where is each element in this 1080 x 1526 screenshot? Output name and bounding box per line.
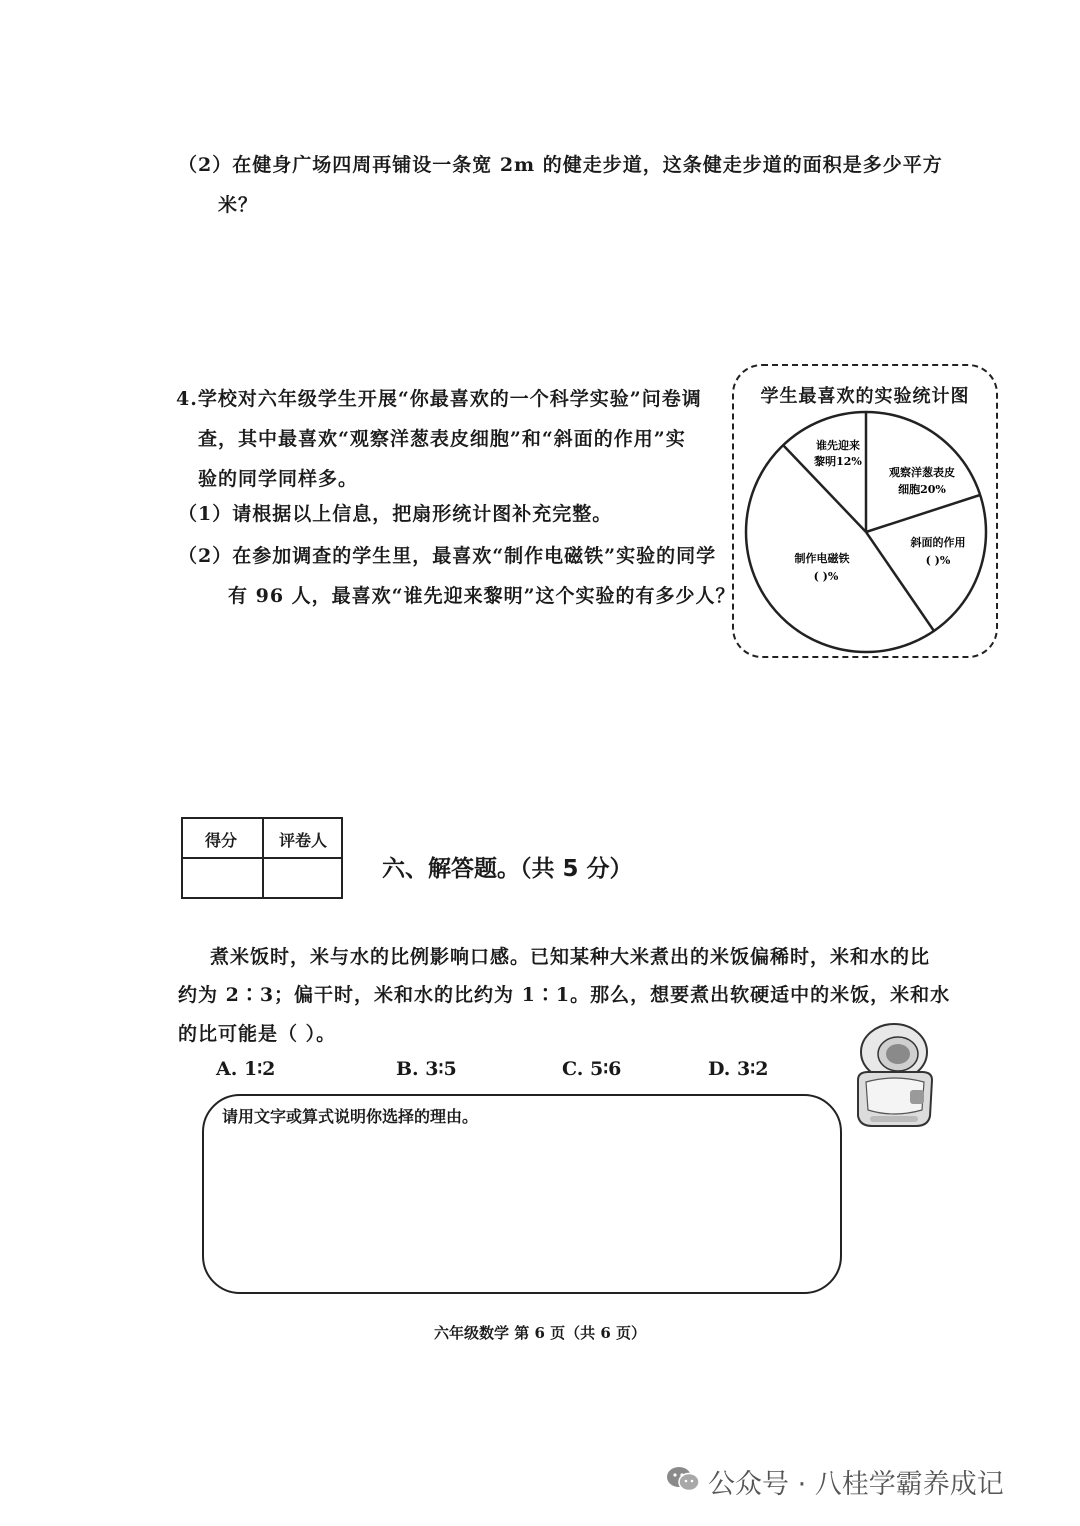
- slice-label-onion-1: 观察洋葱表皮: [889, 466, 955, 479]
- q4-part1: （1）请根据以上信息，把扇形统计图补充完整。: [178, 503, 613, 525]
- score-label: 得分: [205, 831, 238, 850]
- section6-line1: 煮米饭时，米与水的比例影响口感。已知某种大米煮出的米饭偏稀时，米和水的比: [210, 946, 931, 968]
- section6-line3: 的比可能是（ ）。: [178, 1023, 337, 1045]
- answer-prompt: 请用文字或算式说明你选择的理由。: [222, 1107, 479, 1126]
- wechat-icon: [666, 1466, 700, 1492]
- section6-line2: 约为 2∶3；偏干时，米和水的比约为 1∶1。那么，想要煮出软硬适中的米饭，米和水: [178, 984, 951, 1006]
- slice-label-magnet-2: ( )%: [813, 570, 839, 583]
- pie-divider-3: [866, 495, 980, 532]
- table-divider-horizontal: [183, 857, 341, 859]
- slice-label-onion-2: 细胞20%: [898, 483, 946, 496]
- watermark-text: 公众号 · 八桂学霸养成记: [708, 1469, 1004, 1500]
- slice-label-slope-1: 斜面的作用: [910, 536, 966, 549]
- pie-chart-frame: [732, 364, 998, 658]
- q4-line2: 查，其中最喜欢“观察洋葱表皮细胞”和“斜面的作用”实: [198, 428, 686, 450]
- score-cell[interactable]: [185, 861, 260, 897]
- q4-line3: 验的同学同样多。: [198, 468, 359, 490]
- option-a[interactable]: A. 1∶2: [216, 1058, 276, 1080]
- slice-label-slope-2: ( )%: [925, 554, 951, 567]
- page-footer: 六年级数学 第 6 页（共 6 页）: [434, 1324, 646, 1342]
- q4-line1: 4.学校对六年级学生开展“你最喜欢的一个科学实验”问卷调: [176, 388, 702, 410]
- answer-box[interactable]: [202, 1094, 842, 1294]
- grader-cell[interactable]: [266, 861, 341, 897]
- option-c[interactable]: C. 5∶6: [562, 1058, 622, 1080]
- slice-label-magnet-1: 制作电磁铁: [794, 552, 850, 565]
- score-table: [181, 817, 343, 899]
- q4-part2-line2: 有 96 人，最喜欢“谁先迎来黎明”这个实验的有多少人？: [228, 585, 736, 607]
- slice-label-liming-2: 黎明12%: [814, 455, 862, 468]
- q3-part2-line2: 米？: [218, 194, 259, 216]
- option-b[interactable]: B. 3∶5: [396, 1058, 457, 1080]
- q4-part2-line1: （2）在参加调查的学生里，最喜欢“制作电磁铁”实验的同学: [178, 545, 717, 567]
- grader-label: 评卷人: [279, 831, 328, 850]
- section6-title: 六、解答题。（共 5 分）: [382, 856, 633, 882]
- chart-title: 学生最喜欢的实验统计图: [760, 386, 970, 407]
- pie-chart: [734, 366, 996, 656]
- rice-cooker-icon: [852, 1018, 936, 1130]
- q3-part2-line1: （2）在健身广场四周再铺设一条宽 2m 的健走步道，这条健走步道的面积是多少平方: [178, 154, 943, 176]
- slice-label-liming-1: 谁先迎来: [816, 439, 860, 452]
- option-d[interactable]: D. 3∶2: [708, 1058, 769, 1080]
